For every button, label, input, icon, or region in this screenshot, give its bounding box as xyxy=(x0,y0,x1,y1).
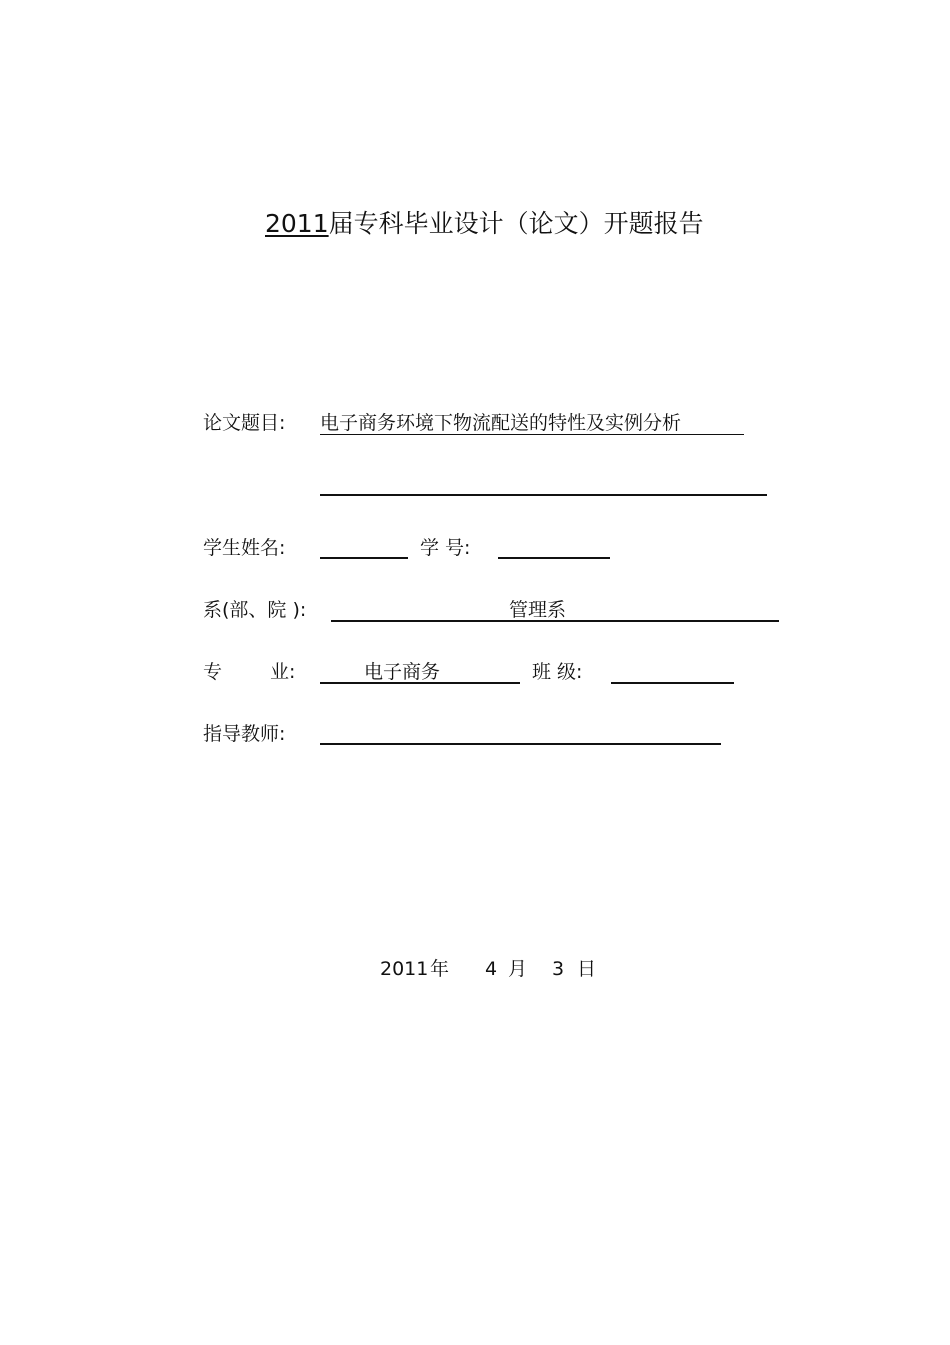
thesis-title-value: 电子商务环境下物流配送的特性及实例分析 xyxy=(320,412,682,434)
advisor-underline xyxy=(320,743,721,745)
date-year: 2011 xyxy=(380,958,429,980)
major-label-1: 专 xyxy=(203,661,223,683)
date-month-unit: 月 xyxy=(508,958,528,980)
class-underline xyxy=(611,682,734,684)
major-underline xyxy=(320,682,520,684)
thesis-title-underline xyxy=(320,434,744,435)
date-year-unit: 年 xyxy=(430,958,450,980)
student-id-label: 学 号: xyxy=(420,537,471,559)
student-name-label: 学生姓名: xyxy=(203,537,286,559)
title-text: 届专科毕业设计（论文）开题报告 xyxy=(328,209,704,238)
major-value: 电子商务 xyxy=(364,661,441,683)
department-label: 系(部、院 ): xyxy=(203,599,307,621)
department-underline xyxy=(331,620,779,622)
date-day-unit: 日 xyxy=(577,958,597,980)
major-label-2: 业: xyxy=(270,661,296,683)
department-value: 管理系 xyxy=(509,599,567,621)
date-day: 3 xyxy=(552,958,565,980)
thesis-title-underline-2 xyxy=(320,494,767,496)
student-name-underline xyxy=(320,557,408,559)
advisor-label: 指导教师: xyxy=(203,723,286,745)
student-id-underline xyxy=(498,557,610,559)
page-title xyxy=(265,206,704,242)
title-year: 2011 xyxy=(265,209,329,238)
date-month: 4 xyxy=(485,958,498,980)
thesis-title-label: 论文题目: xyxy=(203,412,286,434)
class-label: 班 级: xyxy=(532,661,583,683)
